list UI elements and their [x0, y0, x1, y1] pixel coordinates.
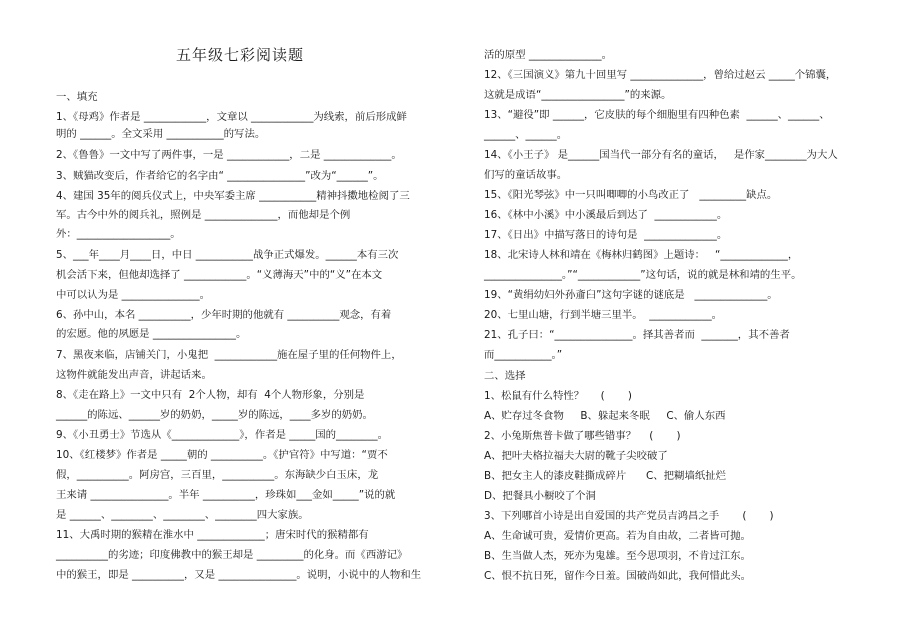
text-line: 14、《小王子》 是______国当代一部分有名的童话， 是作家________为大人 [484, 149, 838, 161]
text-line: 12、《三国演义》第九十回里写 ______________，曾给过赵云 _____个锦囊， [484, 69, 837, 81]
text-line: 13、“避役”即 ______，它皮肤的每个细胞里有四种色素 ______、______、 [484, 109, 830, 121]
text-line: 19、“黄绢幼妇外孙齑臼”这句字谜的谜底是 ______________。 [484, 289, 778, 301]
text-line: 10、《红楼梦》作者是 _____朝的 __________。《护官符》中写道：“贾不 [56, 449, 388, 461]
text-line: 3、贼猫改变后，作者给它的名字由“ _______________”改为“______”。 [56, 170, 384, 182]
text-line: 一、填充 [56, 91, 98, 103]
text-line: 王来请 _______________。半年 __________，珍珠如___金如_____”说的就 [56, 489, 396, 501]
text-line: C、恨不抗日死，留作今日羞。国破尚如此，我何惜此头。 [484, 570, 752, 582]
text-line: 4、建国 35年的阅兵仪式上，中央军委主席 ___________精神抖擞地检阅了三 [56, 190, 410, 202]
text-line: 们写的童话故事。 [484, 169, 568, 181]
text-line: 7、黑夜来临，店铺关门，小鬼把 ____________施在屋子里的任何物件上， [56, 349, 402, 361]
text-line: 是 ______、________、________、________四大家族。 [56, 509, 309, 521]
text-line: 军。古今中外的阅兵礼，照例是 ______________，而他却是个例 [56, 209, 351, 221]
text-line: 17、《日出》中描写落日的诗句是 ______________。 [484, 229, 728, 241]
text-line: 明的 ______。全文采用 ___________的写法。 [56, 128, 266, 140]
text-line: 活的原型 ______________。 [484, 49, 612, 61]
text-line: A、把叶夫格拉福夫大尉的靴子尖咬破了 [484, 450, 668, 462]
text-line: __________的劣迹；印度佛教中的猴王却是 _________的化身。而《西游记》 [56, 549, 408, 561]
text-line: 11、大禹时期的猴精在淮水中 _____________；唐宋时代的猴精都有 [56, 529, 369, 541]
text-line: 这物件就能发出声音，讲起话来。 [56, 369, 212, 381]
text-line: 这就是成语“________________”的来源。 [484, 89, 672, 101]
text-line: B、生当做人杰，死亦为鬼雄。至今思项羽，不肯过江东。 [484, 550, 751, 562]
text-line: 5、___年____月____日，中日 ___________战争正式爆发。______本有三次 [56, 249, 399, 261]
text-line: 假，__________。阿房宫，三百里，__________。东海缺少白玉床，龙 [56, 469, 379, 481]
text-line: A、贮存过冬食物 B、躲起来冬眠 C、偷人东西 [484, 410, 726, 422]
text-line: 8、《走在路上》一文中只有 2个人物，却有 4个人物形象，分别是 [56, 389, 365, 401]
text-line: 20、七里山塘，行到半塘三里半。 ____________。 [484, 309, 723, 321]
text-line: 9、《小丑勇士》节选从《_____________》，作者是 _____国的________。 [56, 429, 389, 441]
text-line: B、把女主人的漆皮鞋撕成碎片 C、把糊墙纸扯烂 [484, 470, 727, 482]
text-line: ______的陈远、______岁的奶奶，_____岁的陈远，____多岁的奶奶。 [56, 409, 373, 421]
text-line: 2、《鲁鲁》一文中写了两件事，一是 ____________，二是 _____________。 [56, 149, 402, 161]
text-line: 中的猴王，即是 __________，又是 _______________。说明，小说中的人物和生 [56, 569, 422, 581]
text-line: 1、松鼠有什么特性？ ( ) [484, 390, 632, 402]
page-title: 五年级七彩阅读题 [176, 46, 305, 64]
text-line: 中可以认为是 _______________。 [56, 289, 210, 301]
text-line: 6、孙中山，本名 __________，少年时期的他就有 __________观念，有着 [56, 309, 392, 321]
text-line: 16、《林中小溪》中小溪最后到达了 ____________。 [484, 209, 728, 221]
text-line: _______________。”“____________”这句话，说的就是林和靖的生平。 [484, 269, 802, 281]
text-line: 而___________。” [484, 349, 563, 361]
text-line: A、生命诚可贵，爱情价更高。若为自由故，二者皆可抛。 [484, 530, 751, 542]
text-line: ______、______。 [484, 129, 568, 141]
text-line: 21、孔子曰：“_______________。择其善者而 _______，其不善者 [484, 329, 790, 341]
text-line: 2、小兔斯焦普卡做了哪些错事？ ( ) [484, 430, 681, 442]
text-line: D、把餐具小橱咬了个洞 [484, 490, 596, 502]
text-line: 的宏愿。他的夙愿是 ________________。 [56, 328, 247, 340]
text-line: 1、《母鸡》作者是 ____________，文章以 ____________为线索，前后形成鲜 [56, 111, 407, 123]
text-line: 15、《阳光琴弦》中一只叫唧唧的小鸟改正了 _________缺点。 [484, 189, 778, 201]
text-line: 18、北宋诗人林和靖在《梅林归鹤图》上题诗： “_____________， [484, 249, 799, 261]
text-line: 机会活下来，但他却选择了 ____________。“义薄海天”中的“义”在本文 [56, 269, 383, 281]
text-line: 二、选择 [484, 370, 526, 382]
text-line: 3、下列哪首小诗是出自爱国的共产党员吉鸿昌之手 ( ) [484, 510, 774, 522]
text-line: 外：__________________。 [56, 228, 181, 240]
